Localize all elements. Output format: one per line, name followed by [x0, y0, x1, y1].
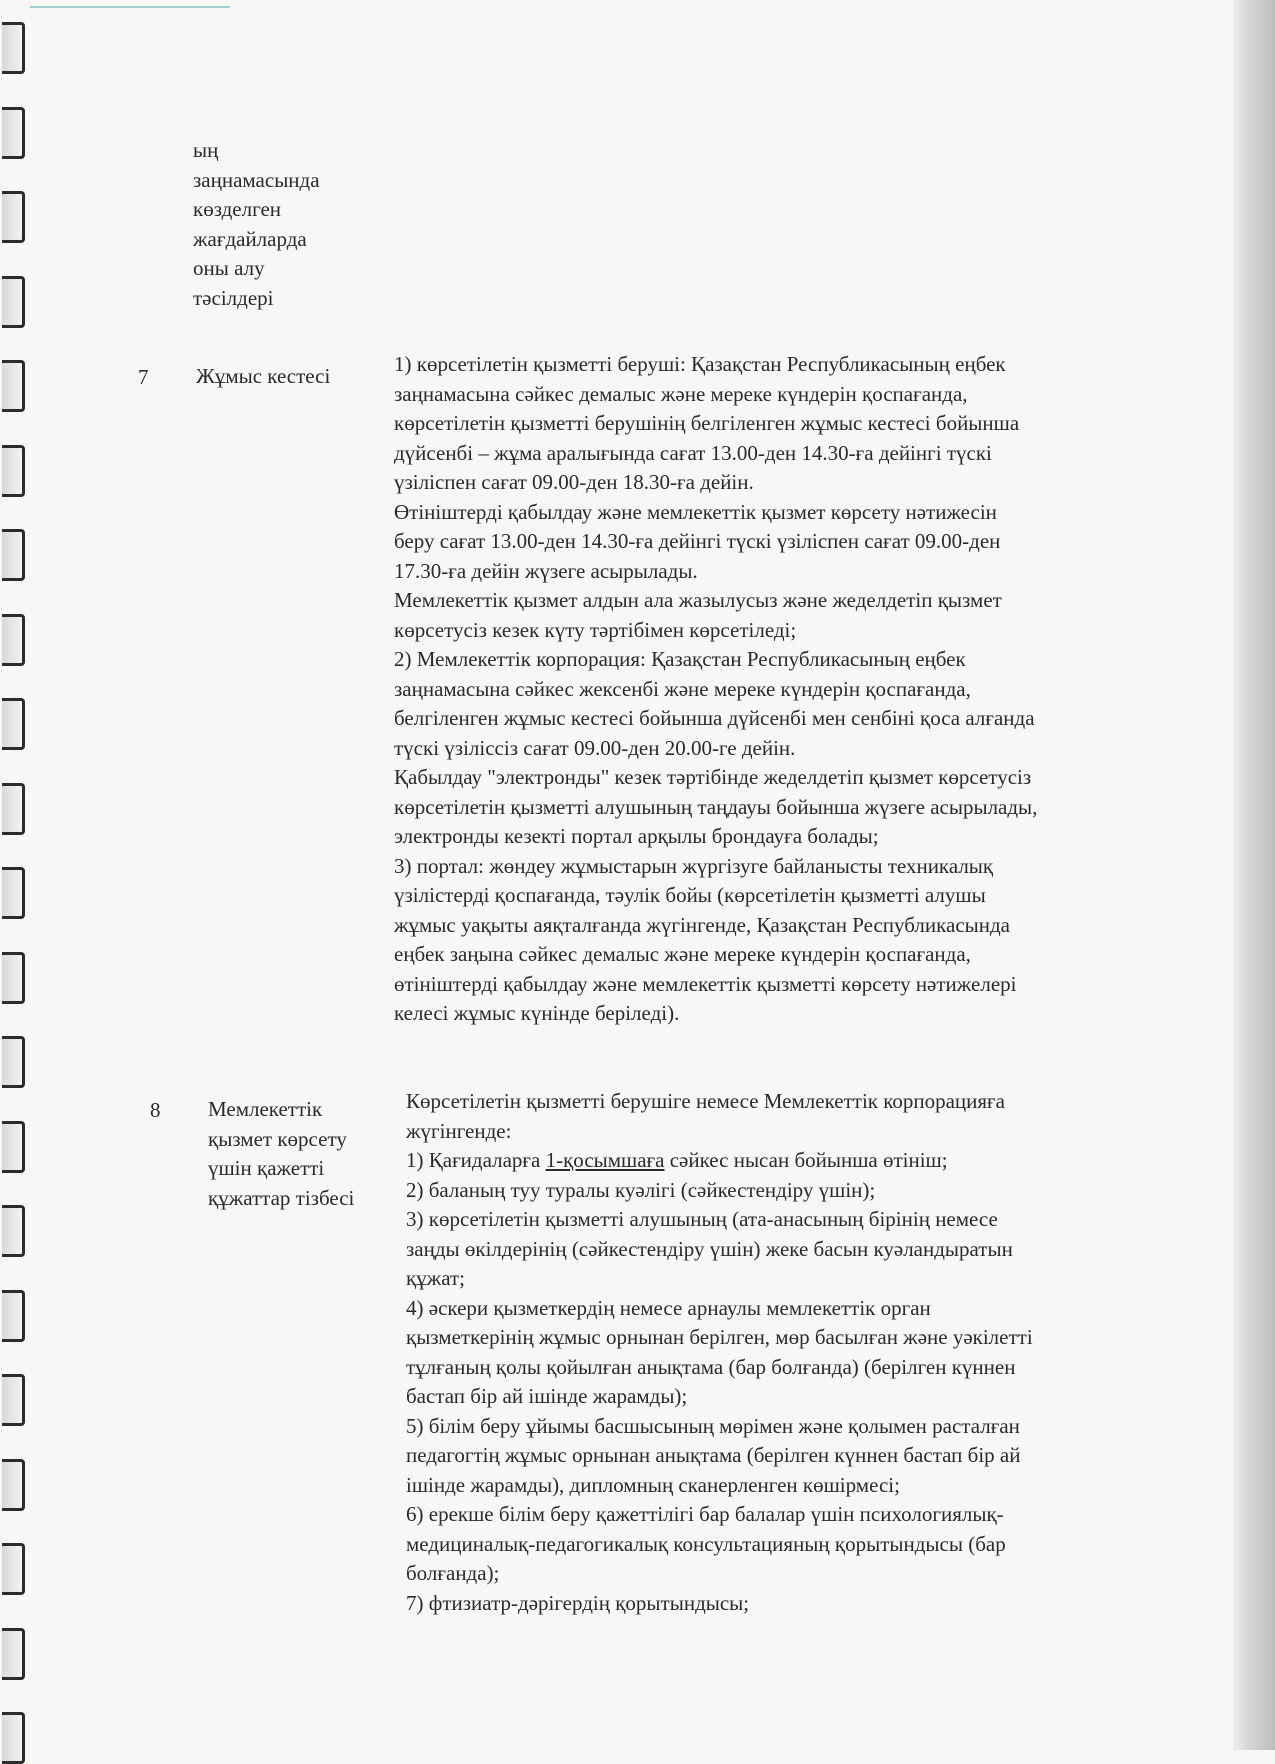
prev-row-label-line: оны алу: [193, 256, 265, 280]
prev-row-label-line: көзделген: [193, 197, 281, 221]
row-8-line: заңды өкілдерінің (сәйкестендіру үшін) жеке басын куәландыратын: [406, 1236, 1013, 1261]
row-8-content: [406, 1087, 1033, 1618]
binding-ring: [2, 445, 25, 497]
row-7-line: беру сағат 13.00-ден 14.30-ға дейінгі түскі үзіліспен сағат 09.00-ден: [394, 529, 1001, 553]
row-7-line: Қабылдау "электронды" кезек тәртібінде жеделдетіп қызмет көрсетусіз: [394, 765, 1032, 789]
binding-ring: [2, 529, 25, 581]
form-line-suffix: сәйкес нысан бойынша өтініш;: [664, 1148, 948, 1172]
row-8-line: 5) білім беру ұйымы басшысының мөрімен және қолымен расталған: [406, 1413, 1020, 1438]
binding-ring: [2, 614, 25, 666]
binding-ring: [2, 1036, 25, 1088]
prev-row-label-line: тәсілдері: [193, 285, 274, 310]
row-8-line: болғанда);: [406, 1561, 500, 1585]
row-8-label-line: үшін қажетті: [208, 1156, 325, 1180]
row-7-line: үзіліспен сағат 09.00-ден 18.30-ға дейін.: [394, 470, 754, 494]
row-7-line: жұмыс уақыты аяқталғанда жүгінгенде, Қазақстан Республикасында: [394, 912, 1010, 937]
binding-ring: [2, 867, 25, 919]
row-7-line: электронды кезекті портал арқылы брондауға болады;: [394, 824, 879, 848]
binding-ring: [2, 1290, 25, 1342]
row-8-number: 8: [150, 1098, 161, 1122]
binding-ring: [2, 1543, 25, 1595]
row-8-label-line: қызмет көрсету: [208, 1126, 347, 1151]
row-7-label: Жұмыс кестесі: [196, 364, 331, 388]
row-7-line: заңнамасына сәйкес жексенбі және мереке күндерін қоспағанда,: [394, 676, 971, 701]
row-7-line: еңбек заңына сәйкес демалыс және мереке күндерін қоспағанда,: [394, 942, 971, 966]
row-7-line: 1) көрсетілетін қызметті беруші: Қазақстан Республикасының еңбек: [394, 352, 1006, 376]
row-7-line: көрсетусіз кезек күту тәртібімен көрсетіледі;: [394, 617, 797, 642]
prev-row-label: [193, 136, 320, 313]
row-8-line: бастап бір ай ішінде жарамды);: [406, 1384, 688, 1408]
page-right-edge-shadow: [1233, 0, 1275, 1750]
row-8-line: медициналық-педагогикалық консультацияның қорытындысы (бар: [406, 1531, 1006, 1556]
row-7-line: түскі үзіліссіз сағат 09.00-ден 20.00-ге дейін.: [394, 735, 796, 760]
prev-row-label-line: заңнамасында: [193, 167, 320, 192]
row-7-line: 2) Мемлекеттік корпорация: Қазақстан Республикасының еңбек: [394, 647, 966, 671]
row-8-line: жүгінгенде:: [406, 1118, 512, 1143]
row-8-line: құжат;: [406, 1266, 466, 1290]
row-7-line: көрсетілетін қызметті берушінің белгіленген жұмыс кестесі бойынша: [394, 411, 1020, 435]
row-8-line: 2) баланың туу туралы куәлігі (сәйкестендіру үшін);: [406, 1177, 876, 1202]
binding-ring: [2, 952, 25, 1004]
row-8-line: 7) фтизиатр-дәрігердің қорытындысы;: [406, 1590, 750, 1615]
binding-ring: [2, 1712, 25, 1764]
row-7-line: көрсетілетін қызметті алушының таңдауы бойынша жүзеге асырылады,: [394, 794, 1038, 819]
row-7-line: 3) портал: жөндеу жұмыстарын жүргізуге байланысты техникалық: [394, 853, 994, 878]
row-8-line: ішінде жарамды), дипломның сканерленген көшірмесі;: [406, 1472, 900, 1497]
row-7-line: Өтініштерді қабылдау және мемлекеттік қызмет көрсету нәтижесін: [394, 499, 997, 524]
appendix-1-link[interactable]: 1-қосымшаға: [545, 1148, 665, 1172]
row-8-line: 6) ерекше білім беру қажеттілігі бар балалар үшін психологиялық-: [406, 1502, 1004, 1526]
binding-ring: [2, 1121, 25, 1173]
row-7-line: белгіленген жұмыс кестесі бойынша дүйсенбі мен сенбіні қоса алғанда: [394, 706, 1035, 730]
binding-ring: [2, 360, 25, 412]
row-8-line-form: [406, 1146, 1033, 1176]
row-8-label: [208, 1095, 354, 1213]
row-7-number: 7: [138, 365, 149, 389]
binding-ring: [2, 783, 25, 835]
binding-ring: [2, 1628, 25, 1680]
spiral-binding: [0, 0, 26, 1750]
row-8-line: 4) әскери қызметкердің немесе арнаулы мемлекеттік орган: [406, 1295, 931, 1320]
row-8-line: Көрсетілетін қызметті берушіге немесе Мемлекеттік корпорацияға: [406, 1089, 1005, 1113]
prev-row-label-line: жағдайларда: [193, 226, 307, 251]
binding-ring: [2, 107, 25, 159]
binding-ring: [2, 1205, 25, 1257]
row-8-label-line: Мемлекеттік: [208, 1097, 323, 1121]
row-8-line: тұлғаның қолы қойылған анықтама (бар болғанда) (берілген күннен: [406, 1354, 1016, 1379]
prev-row-label-line: ың: [193, 138, 219, 162]
form-line-prefix: 1) Қағидаларға: [406, 1148, 546, 1172]
binding-ring: [2, 191, 25, 243]
row-7-line: үзілістерді қоспағанда, тәулік бойы (көрсетілетін қызметті алушы: [394, 883, 986, 907]
binding-ring: [2, 276, 25, 328]
row-7-line: келесі жұмыс күнінде беріледі).: [394, 1001, 680, 1025]
row-7-content: [394, 350, 1037, 1029]
binding-ring: [2, 22, 25, 74]
row-7-line: дүйсенбі – жұма аралығында сағат 13.00-ден 14.30-ға дейінгі түскі: [394, 440, 992, 465]
row-8-line: 3) көрсетілетін қызметті алушының (ата-анасының бірінің немесе: [406, 1207, 998, 1231]
scan-edge-line: [30, 6, 230, 8]
binding-ring: [2, 698, 25, 750]
row-7-line: Мемлекеттік қызмет алдын ала жазылусыз және жеделдетіп қызмет: [394, 588, 1002, 612]
binding-ring: [2, 1374, 25, 1426]
row-7-line: 17.30-ға дейін жүзеге асырылады.: [394, 558, 698, 583]
row-7-line: заңнамасына сәйкес демалыс және мереке күндерін қоспағанда,: [394, 381, 968, 406]
row-8-label-line: құжаттар тізбесі: [208, 1185, 355, 1210]
row-8-line: қызметкерінің жұмыс орнынан берілген, мөр басылған және уәкілетті: [406, 1325, 1033, 1349]
row-7-line: өтініштерді қабылдау және мемлекеттік қызметті көрсету нәтижелері: [394, 971, 1017, 996]
binding-ring: [2, 1459, 25, 1511]
row-8-line: педагогтің жұмыс орнынан анықтама (берілген күннен бастап бір ай: [406, 1443, 1021, 1467]
